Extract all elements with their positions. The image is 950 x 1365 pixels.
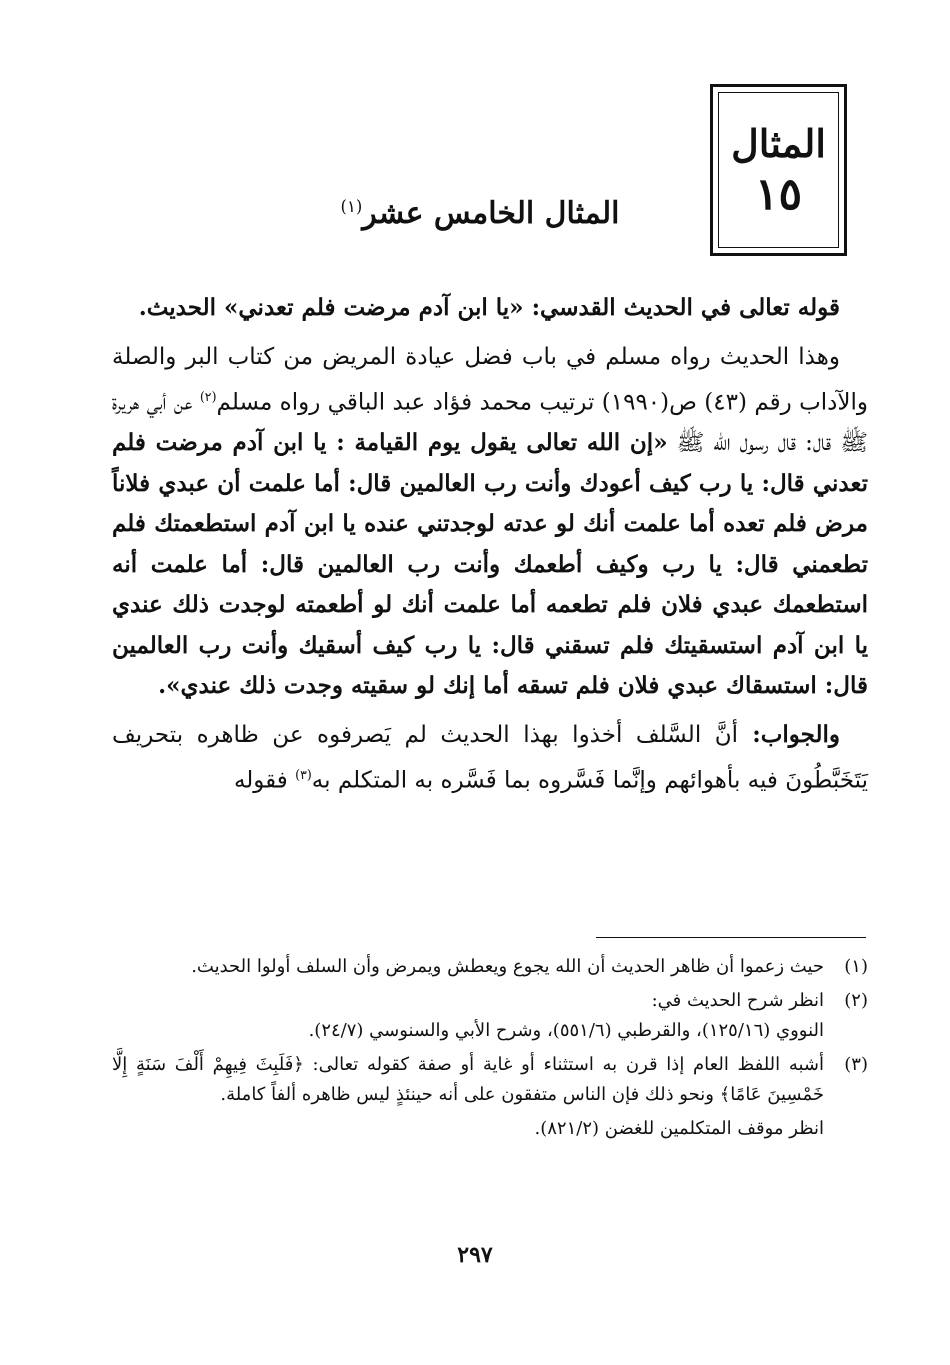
footnote-2 [112, 986, 868, 1046]
footnote-number: (١) [844, 956, 868, 977]
footnote-ref-3: (٣) [295, 767, 312, 783]
answer-label: والجواب: [738, 720, 840, 748]
footnote-number: (٢) [844, 990, 868, 1011]
section-title-text: المثال الخامس عشر [362, 196, 620, 231]
example-label: المثال [731, 121, 826, 166]
hadith-narrator-text: عن أبي هريرة ﷺ قال: قال رسول الله ﷺ [112, 389, 868, 457]
paragraph-hadith [112, 337, 868, 707]
footnote-3-reference: انظر موقف المتكلمين للغضن (٨٢١/٢). [534, 1118, 824, 1139]
example-number-box-inner [718, 92, 839, 248]
paragraph-quote: قوله تعالى في الحديث القدسي: «يا ابن آدم مرضت فلم تعدني» الحديث. [138, 294, 840, 321]
footnote-text: أشبه اللفظ العام إذا قرن به استثناء أو غاية أو صفة كقوله تعالى: ﴿فَلَبِثَ فِيهِمْ أَلْفَ سَنَةٍ إِلَّا خَمْسِينَ عَامًا﴾ ونحو ذلك فإن الناس متفقون على أنه حينئذٍ ليس ظاهره ألفاً كاملة. [112, 1054, 824, 1105]
footnote-divider [596, 937, 866, 938]
footnote-body [112, 986, 824, 1046]
footnotes [112, 952, 868, 1144]
example-number: ١٥ [754, 168, 803, 220]
footnote-text: النووي (١٢٥/١٦)، والقرطبي (٥٥١/٦)، وشرح الأبي والسنوسي (٢٤/٧). [308, 1020, 824, 1041]
footnote-3 [112, 1050, 868, 1110]
example-number-box [710, 84, 847, 256]
footnote-text: انظر شرح الحديث في: [651, 990, 824, 1011]
footnote-ref-1: (١) [340, 197, 363, 216]
footnote-1 [112, 952, 868, 982]
answer-text-end: فقوله [233, 767, 296, 794]
main-text [112, 288, 868, 809]
paragraph-answer [112, 715, 868, 802]
footnote-text: حيث زعموا أن ظاهر الحديث أن الله يجوع ويعطش ويمرض وأن السلف أولوا الحديث. [191, 956, 824, 977]
hadith-text: «إن الله تعالى يقول يوم القيامة : يا ابن آدم مرضت فلم تعدني قال: يا رب كيف أعودك وأنت رب العالمين قال: أما علمت أن عبدي فلاناً مرض فلم تعده أما علمت أنك لو عدته لوجدتني عنده يا ابن آدم استطعمتك فلم تطعمني قال: يا رب وكيف أطعمك وأنت رب العالمين قال: أما علمت أنه استطعمك عبدي فلان فلم تطعمه أما علمت أنك لو أطعمته لوجدت ذلك عندي يا ابن آدم استسقيتك فلم تسقني قال: يا رب كيف أسقيك وأنت رب العالمين قال: استسقاك عبدي فلان فلم تسقه أما إنك لو سقيته وجدت ذلك عندي». [112, 429, 868, 700]
page-number: ٢٩٧ [457, 1242, 493, 1268]
footnote-ref-2: (٢) [199, 389, 217, 404]
answer-text: أنَّ السَّلف أخذوا بهذا الحديث لم يَصرفوه عن ظاهره بتحريف يَتَخَبَّطُونَ فيه بأهوائهم وإنَّما فَسَّروه بما فَسَّره به المتكلم به [112, 721, 868, 794]
hadith-source-text: وهذا الحديث رواه مسلم في باب فضل عيادة المريض من كتاب البر والصلة والآداب رقم (٤٣) ص(١٩٩٠) ترتيب محمد فؤاد عبد الباقي رواه مسلم [112, 343, 868, 416]
section-title [300, 196, 660, 231]
footnote-number: (٣) [844, 1054, 868, 1075]
